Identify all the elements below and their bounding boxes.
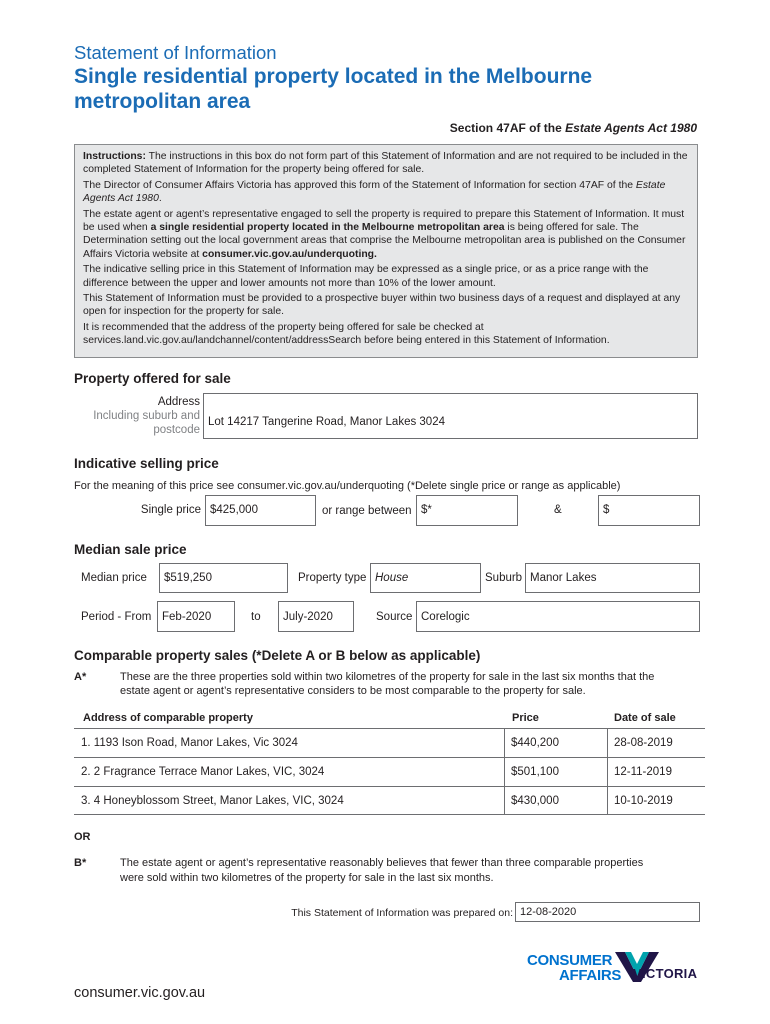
property-type-field[interactable] [370,563,481,593]
period-from-label: Period - From [81,611,152,623]
instructions-p2-act: Estate Agents Act 1980 [83,179,666,205]
range-low-field[interactable] [416,495,518,526]
option-b-marker: B* [74,857,87,869]
form-kicker: Statement of Information [74,42,277,63]
median-price-value: $519,250 [164,572,212,584]
instructions-box [74,144,698,358]
period-to-field[interactable] [278,601,354,632]
column-header-address: Address of comparable property [83,712,253,724]
comparable-table [74,728,705,815]
instructions-p3-text: The estate agent or agent’s representative engaged to sell the property is required to prepare this Statement of Information. It must be used when [83,208,685,234]
section-prefix: Section 47AF of the [449,121,566,135]
row-2-address[interactable]: 2. 2 Fragrance Terrace Manor Lakes, VIC, 3024 [81,766,325,778]
address-field[interactable] [203,393,698,439]
or-separator: OR [74,831,91,843]
table-row [74,757,705,786]
comparable-section-title: Comparable property sales (*Delete A or B below as applicable) [74,648,481,663]
period-from-field[interactable] [157,601,235,632]
page-title-line-1: Single residential property located in the Melbourne [74,65,593,88]
period-to-label: to [251,611,261,623]
section-reference [450,121,697,135]
consumer-affairs-victoria-logo [527,952,702,1000]
page-title-line-2: metropolitan area [74,90,251,113]
prepared-on-value: 12-08-2020 [520,906,577,918]
option-b-text-1: The estate agent or agent’s representative reasonably believes that fewer than three comparable properties [120,857,644,869]
single-price-field[interactable] [205,495,316,526]
range-label: or range between [322,505,412,517]
suburb-field[interactable] [525,563,700,593]
logo-affairs: AFFAIRS [559,967,622,984]
median-price-label: Median price [81,572,147,584]
logo-victoria: VICTORIA [633,966,698,981]
row-3-price[interactable]: $430,000 [511,795,559,807]
address-sublabel-1: Including suburb and [93,410,200,422]
prepared-on-field[interactable] [515,902,700,922]
footer-url[interactable]: consumer.vic.gov.au [74,985,206,1001]
single-price-label: Single price [140,504,201,516]
table-row [74,786,705,815]
row-3-date[interactable]: 10-10-2019 [614,795,673,807]
period-from-value: Feb-2020 [162,611,212,623]
median-section-title: Median sale price [74,542,187,557]
source-value: Corelogic [421,611,470,623]
instructions-p5: This Statement of Information must be provided to a prospective buyer within two business days of a request and displayed at any open for inspection for the property for sale. [83,293,681,318]
row-2-date[interactable]: 12-11-2019 [614,766,672,778]
median-price-field[interactable] [159,563,288,593]
indicative-section-title: Indicative selling price [74,456,219,471]
instructions-p3-mid: is being offered for sale. The Determination setting out the local government areas that comprise the Melbourne metropolitan area is published on the Consumer Affairs Victoria website at [83,222,686,260]
property-type-value: House [375,572,409,584]
table-row [74,728,705,757]
prepared-on-label: This Statement of Information was prepared on: [291,907,513,919]
row-2-price[interactable]: $501,100 [511,766,559,778]
property-type-label: Property type [298,572,367,584]
single-price-value: $425,000 [210,504,258,516]
logo-consumer: CONSUMER [527,952,613,969]
range-low-value: $* [421,504,432,516]
instructions-p2-text: The Director of Consumer Affairs Victoria has approved this form of the Statement of Information for section 47AF of the [83,179,636,191]
instructions-bold: Instructions: [83,151,146,162]
property-section-title: Property offered for sale [74,371,231,386]
period-to-value: July-2020 [283,611,333,623]
instructions-p1-text: The instructions in this box do not form part of this Statement of Information and are not required to be included in the completed Statement of Information for the property being offered for sale. [83,151,688,176]
option-a-marker: A* [74,671,87,683]
instructions-p2 [83,179,689,206]
column-header-date: Date of sale [614,712,676,724]
instructions-p3 [83,208,689,262]
instructions-p4: The indicative selling price in this Statement of Information may be expressed as a single price, or as a price range with the difference between the upper and lower amounts not more than 10% of the lower amount. [83,264,649,289]
instructions-p3-bold: a single residential property located in the Melbourne metropolitan area [150,222,505,234]
source-field[interactable] [416,601,700,632]
suburb-label: Suburb [485,572,523,584]
suburb-value: Manor Lakes [530,572,597,584]
section-act: Estate Agents Act 1980 [565,121,697,135]
indicative-note: For the meaning of this price see consumer.vic.gov.au/underquoting (*Delete single price or range as applicable) [74,480,621,492]
address-search-link[interactable]: services.land.vic.gov.au/landchannel/content/addressSearch before being entered in this Statement of Information. [83,335,610,347]
option-b-text-2: were sold within two kilometres of the property for sale in the last six months. [120,872,494,884]
range-high-field[interactable] [598,495,700,526]
column-header-price: Price [512,712,539,724]
address-sublabel-2: postcode [153,424,200,436]
range-high-value: $ [603,504,610,516]
option-a-text-2: estate agent or agent’s representative considers to be most comparable to the property for sale. [120,685,586,697]
source-label: Source [376,611,413,623]
instructions-p6-line1: It is recommended that the address of the property being offered for sale be checked at [83,321,484,333]
instructions-p1 [83,150,689,177]
underquoting-link[interactable]: consumer.vic.gov.au/underquoting. [202,248,377,260]
address-label: Address [157,396,200,408]
option-a-text-1: These are the three properties sold within two kilometres of the property for sale in the last six months that the [120,671,655,683]
row-1-date[interactable]: 28-08-2019 [614,737,673,749]
row-1-address[interactable]: 1. 1193 Ison Road, Manor Lakes, Vic 3024 [81,737,298,749]
range-ampersand: & [554,504,562,516]
address-value: Lot 14217 Tangerine Road, Manor Lakes 3024 [208,416,445,428]
instructions-p2-end: . [158,193,162,205]
row-1-price[interactable]: $440,200 [511,737,559,749]
instructions-p6 [83,321,689,348]
row-3-address[interactable]: 3. 4 Honeyblossom Street, Manor Lakes, VIC, 3024 [81,795,344,807]
